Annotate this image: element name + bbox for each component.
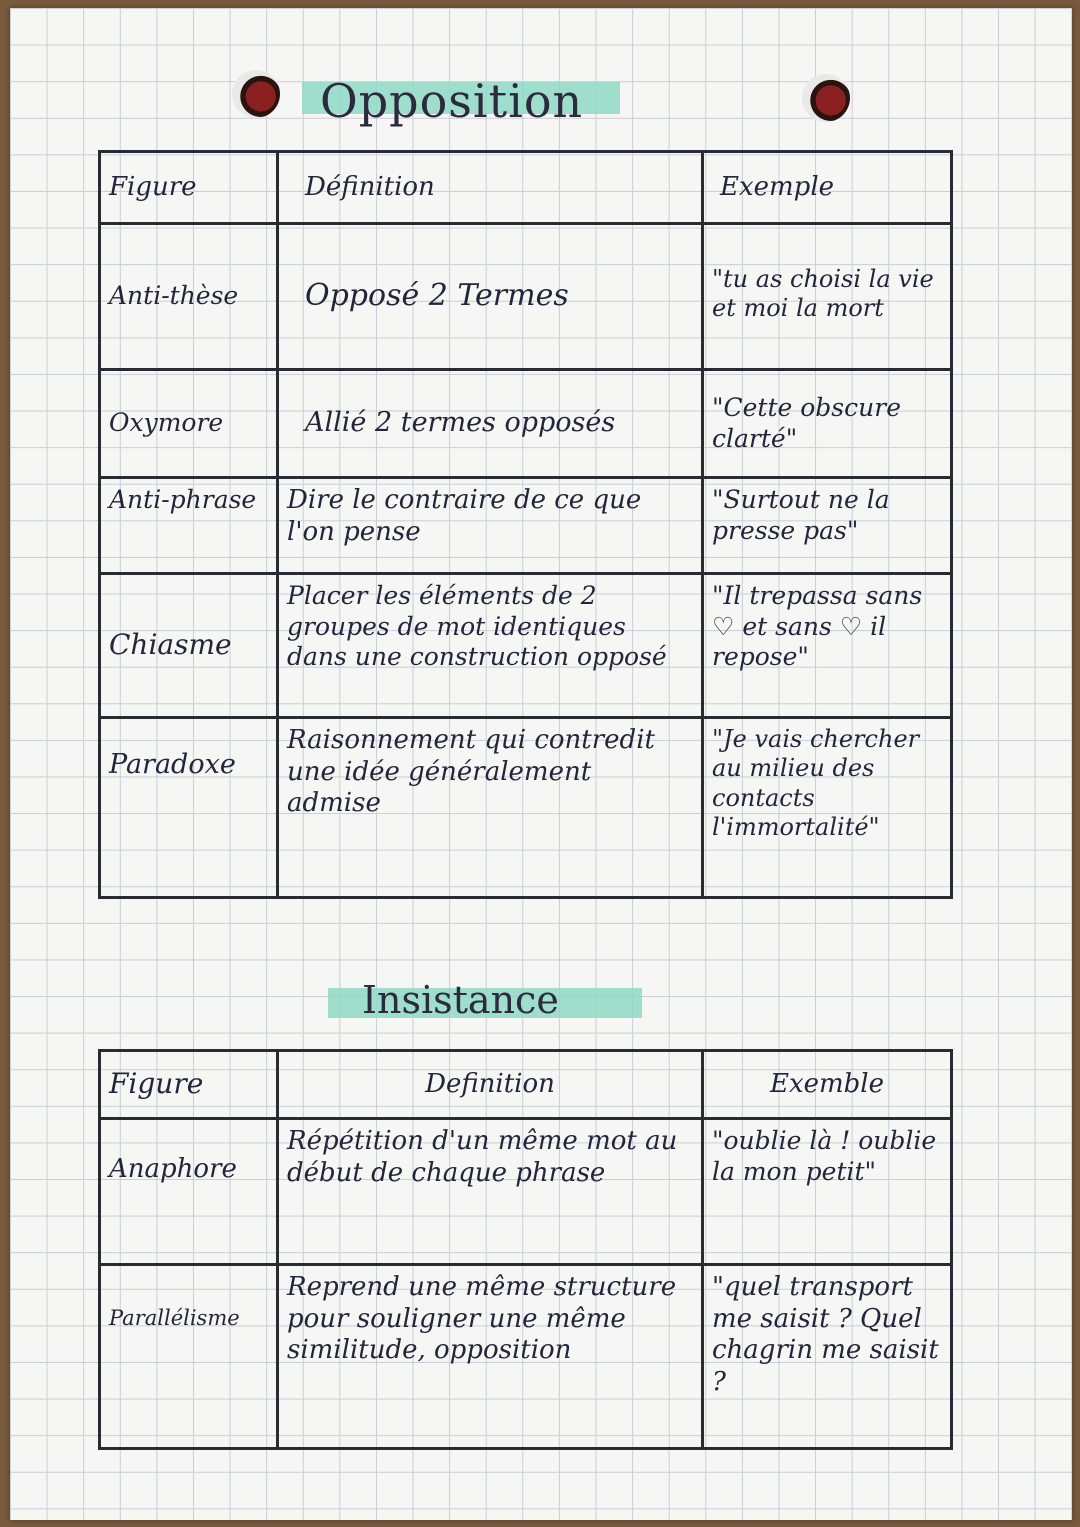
header-example: Exemple [703, 152, 952, 224]
row-figure: Parallélisme [100, 1265, 278, 1449]
row-definition: Allié 2 termes opposés [278, 370, 703, 478]
row-figure: Anti-thèse [100, 224, 278, 370]
header-figure: Figure [100, 1051, 278, 1119]
row-definition: Répétition d'un même mot au début de chaque phrase [278, 1119, 703, 1265]
row-example: "quel transport me saisit ? Quel chagrin me saisit ? [703, 1265, 952, 1449]
table-header-row [100, 152, 952, 224]
header-definition: Definition [278, 1051, 703, 1119]
table-row [100, 718, 952, 898]
opposition-table [98, 150, 953, 899]
row-definition: Placer les éléments de 2 groupes de mot identiques dans une construction opposé [278, 574, 703, 718]
table-row [100, 1265, 952, 1449]
section-title-opposition: Opposition [320, 74, 584, 128]
table-row [100, 224, 952, 370]
row-definition: Dire le contraire de ce que l'on pense [278, 478, 703, 574]
table-header-row [100, 1051, 952, 1119]
row-example: "Surtout ne la presse pas" [703, 478, 952, 574]
row-figure: Chiasme [100, 574, 278, 718]
header-example: Exemble [703, 1051, 952, 1119]
row-figure: Paradoxe [100, 718, 278, 898]
punch-hole-right [802, 74, 850, 122]
row-example: "oublie là ! oublie la mon petit" [703, 1119, 952, 1265]
table-row [100, 1119, 952, 1265]
row-figure: Anti-phrase [100, 478, 278, 574]
table-row [100, 478, 952, 574]
row-example: "Je vais chercher au milieu des contacts l'immortalité" [703, 718, 952, 898]
notebook-sheet [10, 8, 1072, 1520]
row-example: "Cette obscure clarté" [703, 370, 952, 478]
row-definition: Opposé 2 Termes [278, 224, 703, 370]
table-row [100, 574, 952, 718]
row-definition: Raisonnement qui contredit une idée généralement admise [278, 718, 703, 898]
row-figure: Anaphore [100, 1119, 278, 1265]
row-example: "tu as choisi la vie et moi la mort [703, 224, 952, 370]
row-definition: Reprend une même structure pour souligner une même similitude, opposition [278, 1265, 703, 1449]
row-example: "Il trepassa sans ♡ et sans ♡ il repose" [703, 574, 952, 718]
row-figure: Oxymore [100, 370, 278, 478]
section-title-insistance: Insistance [362, 978, 559, 1022]
insistance-table [98, 1049, 953, 1450]
header-definition: Définition [278, 152, 703, 224]
header-figure: Figure [100, 152, 278, 224]
table-row [100, 370, 952, 478]
punch-hole-left [232, 70, 280, 118]
